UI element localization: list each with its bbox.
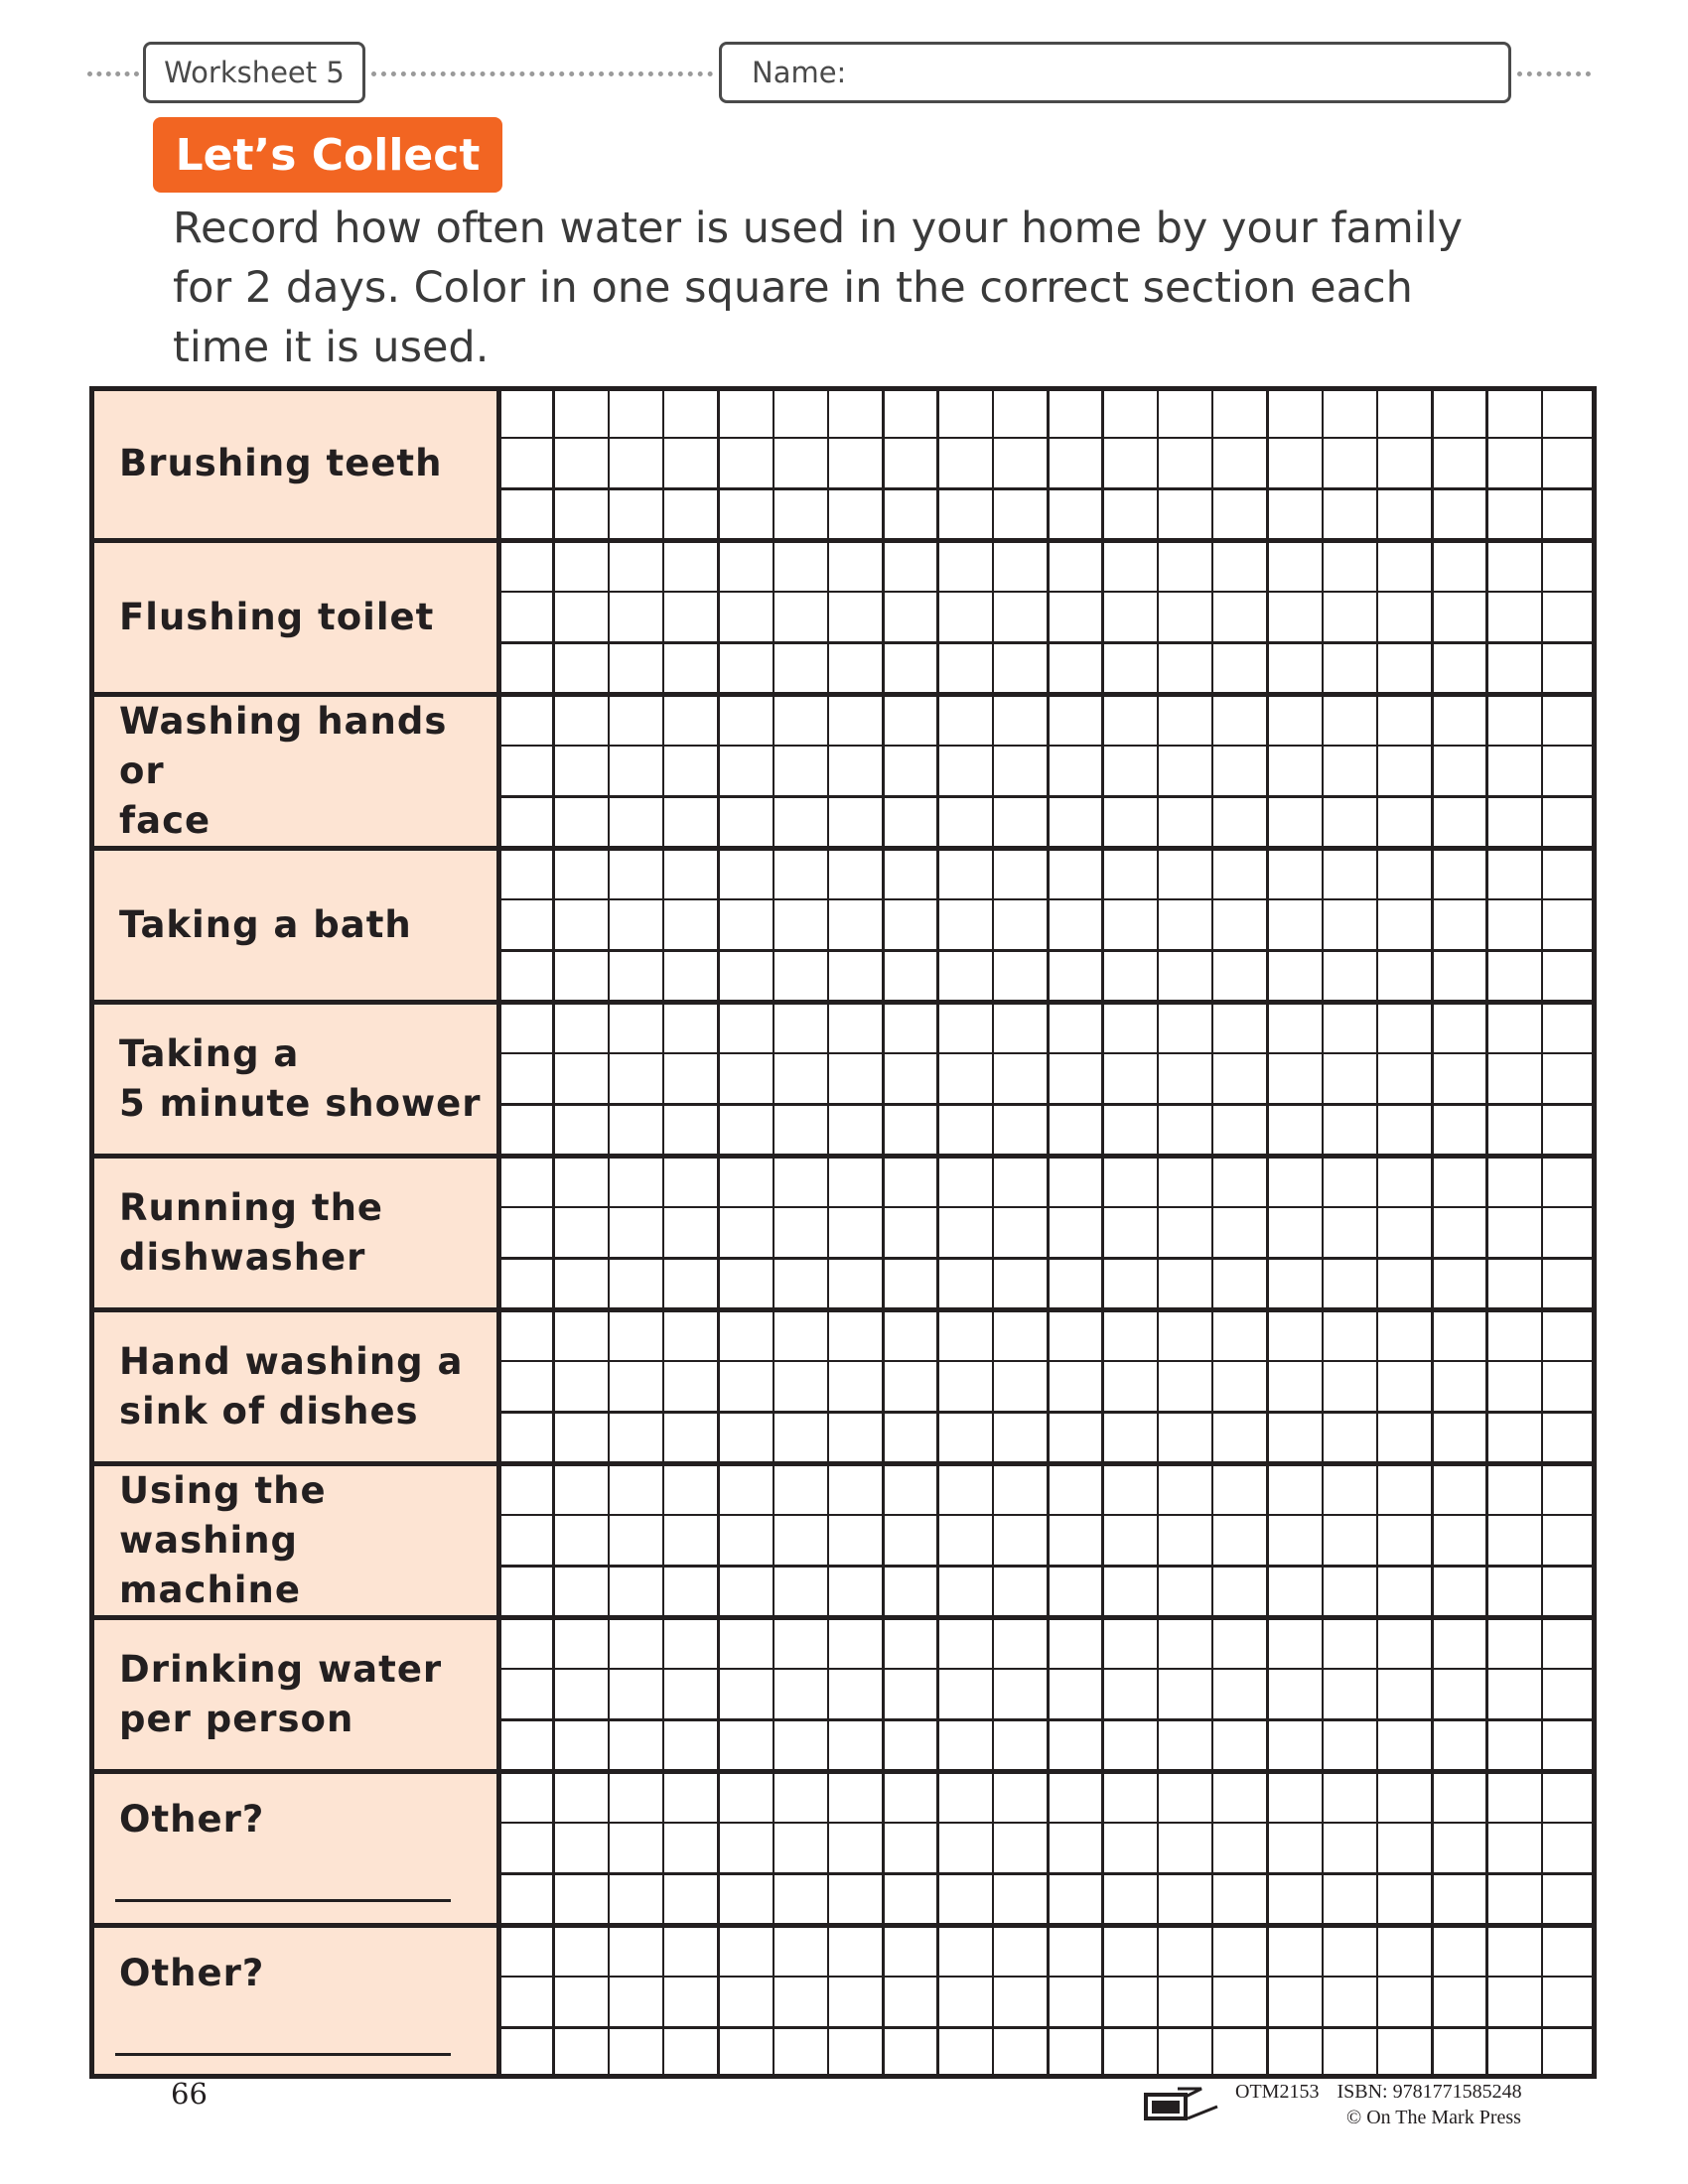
copyright-notice: © On The Mark Press <box>1346 2107 1521 2128</box>
category-label-text: Taking a bath <box>119 902 412 946</box>
category-label-text: Using the washing machine <box>119 1468 327 1611</box>
instructions-text: Record how often water is used in your home by your family for 2 days. Color in one square in the correct section each time it is used. <box>173 204 1464 372</box>
category-label-text: Other? <box>119 1798 265 1841</box>
category-label-text: Hand washing a sink of dishes <box>119 1339 464 1433</box>
category-label-text: Other? <box>119 1952 265 1994</box>
worksheet-number-box <box>143 42 365 103</box>
header-mid-dots <box>371 71 713 76</box>
category-label-text: Flushing toilet <box>119 595 435 638</box>
name-label: Name: <box>752 56 847 89</box>
footer-code <box>1235 2081 1522 2104</box>
category-label-text: Brushing teeth <box>119 441 443 484</box>
page-number: 66 <box>171 2077 208 2111</box>
product-code: OTM2153 <box>1235 2081 1320 2103</box>
category-label-text: Washing hands or face <box>119 699 448 842</box>
name-field[interactable] <box>719 42 1511 103</box>
tally-chart <box>89 386 1597 2079</box>
publisher-logo-icon <box>1142 2085 1221 2124</box>
category-label-text: Taking a 5 minute shower <box>119 1031 482 1125</box>
category-label-text: Drinking water per person <box>119 1647 443 1740</box>
category-label-text: Running the dishwasher <box>119 1185 384 1279</box>
header-left-dots <box>87 71 139 76</box>
isbn: ISBN: 9781771585248 <box>1336 2081 1522 2103</box>
title-banner: Let’s Collect <box>153 117 502 193</box>
worksheet-number: Worksheet 5 <box>164 56 345 89</box>
chart-frame <box>89 386 1597 2079</box>
header-right-dots <box>1517 71 1591 76</box>
